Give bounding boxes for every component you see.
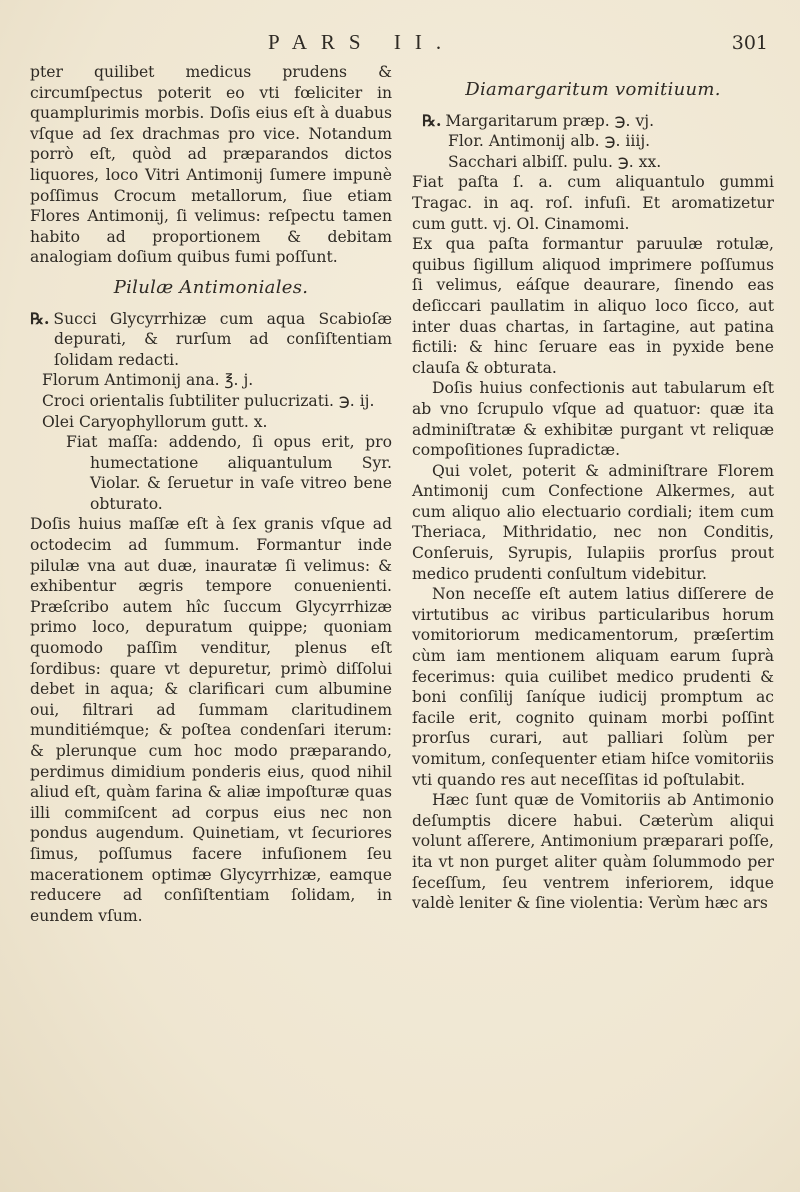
recipe-line: Croci orientalis ſubtiliter pulucrizati. ℈. ij.	[42, 391, 375, 410]
recipe-line: Flor. Antimonij alb. ℈. iiij.	[448, 132, 651, 151]
section-heading-pilulae: Pilulæ Antimoniales.	[113, 276, 309, 298]
dosis-paragraph: Doſis huius maſſæ eſt à ſex granis vſque ad octodecim ad ſummum. Formantur inde pilulæ vna aut duæ, inauratæ ſi velimus: & exhibentur ægris tempore conuenienti. Præſcribo autem hîc ſuccum Glycyrrhizæ primo loco, depuratum quippe; quoniam quomodo paſſim venditur, plenus eſt ſordibus: quare vt depuretur, primò diſſolui debet in aqua; & clarificari cum albumine oui, filtrari ad ſummam claritudinem munditiémque; & poſtea condenſari iterum: & plerunque cum hoc modo præparando, perdimus dimidium ponderis eius, quod nihil aliud eſt, quàm farina & aliæ impoſturæ quas illi commiſcent ad corpus eius nec non pondus augendum. Quinetiam, vt ſecuriores ſimus, poſſumus facere infuſionem ſeu macerationem optimæ Glycyrrhizæ, eamque reducere ad conſiſtentiam ſolidam, in eundem vſum.	[30, 515, 392, 925]
recipe-line: Olei Caryophyllorum gutt. x.	[42, 412, 268, 431]
paragraph: Doſis huius confectionis aut tabularum eſt ab vno ſcrupulo vſque ad quatuor: quæ ita adminiſtratæ & exhibitæ purgant vt reliquæ compoſitiones ſupradictæ.	[412, 379, 774, 460]
recipe-line	[412, 111, 774, 132]
page-header	[0, 30, 800, 60]
section-heading-diamargaritum: Diamargaritum vomitiuum.	[465, 79, 721, 100]
recipe-text: Margaritarum præp. ℈. vj.	[445, 111, 655, 130]
paragraph: Non neceſſe eſt autem latius diſſerere de virtutibus ac viribus particularibus horum vomitoriorum medicamentorum, præſertim cùm iam mentionem aliquam earum ſuprà fecerimus: quia cuilibet medico prudenti & boni conſilij ſaníque iudicij promptum ac facile erit, cognito quinam morbi poſſint prorſus curari, aut palliari ſolùm per vomitum, conſequenter etiam hiſce vomitoriis vti quando res aut neceſſitas id poſtulabit.	[412, 585, 774, 789]
left-column	[30, 62, 392, 926]
recipe-line	[30, 309, 392, 371]
page-number: 301	[731, 32, 768, 54]
recipe-line: Sacchari albiſſ. pulu. ℈. xx.	[448, 152, 662, 171]
paragraph: Qui volet, poterit & adminiſtrare Florem Antimonij cum Confectione Alkermes, aut cum aliquo alio electuario cordiali; item cum Theriaca, Mithridatio, nec non Conditis, Conſeruis, Syrupis, Iulapiis prorſus prout medico prudenti conſultum videbitur.	[412, 461, 774, 583]
recipe-text: Succi Glycyrrhizæ cum aqua Scabioſæ depurati, & rurſum ad conſiſtentiam ſolidam redacti.	[53, 309, 392, 369]
recipe-instruction: Fiat paſta ſ. a. cum aliquantulo gummi Tragac. in aq. roſ. infuſi. Et aromatizetur cum gutt. vj. Ol. Cinamomi.	[412, 173, 774, 233]
recipe-symbol: ℞.	[30, 308, 50, 328]
recipe-line: Florum Antimonij ana. ℥. j.	[42, 371, 254, 390]
recipe-instruction: Fiat maſſa: addendo, ſi opus erit, pro humectatione aliquantulum Syr. Violar. & ſeruetur in vaſe vitreo bene obturato.	[66, 433, 392, 513]
running-title: PARS II.	[268, 30, 456, 54]
recipe-symbol: ℞.	[422, 110, 442, 130]
paragraph: Hæc ſunt quæ de Vomitoriis ab Antimonio deſumptis dicere habui. Cæterùm aliqui volunt aſſerere, Antimonium præparari poſſe, ita vt non purget aliter quàm ſolummodo per ſeceſſum, ſeu ventrem inferiorem, idque valdè leniter & ſine violentia: Verùm hæc ars	[412, 791, 774, 913]
right-column	[412, 62, 774, 914]
paragraph: Ex qua paſta formantur paruulæ rotulæ, quibus ſigillum aliquod imprimere poſſumus ſi velimus, eáſque deaurare, ſinendo eas deſiccari paullatim in aliquo loco ſicco, aut inter duas chartas, in ſartagine, aut patina fictili: & hinc ſeruare eas in pyxide bene clauſa & obturata.	[412, 235, 774, 377]
opening-paragraph: pter quilibet medicus prudens & circumſpectus poterit eo vti fœliciter in quamplurimis morbis. Doſis eius eſt à duabus vſque ad ſex drachmas pro vice. Notandum porrò eſt, quòd ad præparandos dictos liquores, loco Vitri Antimonij ſumere impunè poſſimus Crocum metallorum, ſiue etiam Flores Antimonij, ſi velimus: reſpectu tamen habito ad proportionem & debitam analogiam doſium quibus fumi poſſunt.	[30, 63, 392, 267]
